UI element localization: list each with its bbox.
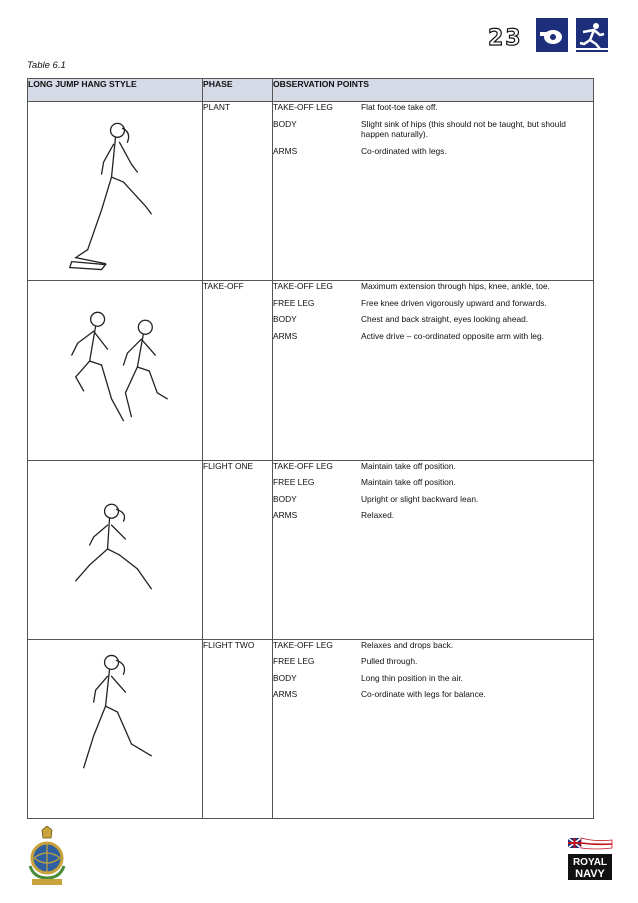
observation-value: Co-ordinate with legs for balance. [361,689,486,700]
observation-item [273,331,593,342]
observation-value: Relaxed. [361,510,395,520]
observation-key: TAKE-OFF LEG [273,102,333,112]
observations-cell [273,460,594,639]
flight-one-athlete-illustration [28,461,202,637]
illustration-cell [28,102,203,281]
observations-cell [273,281,594,460]
observation-item [273,102,593,113]
observation-value: Maximum extension through hips, knee, ankle, toe. [361,281,551,292]
observation-value: Maintain take off position. [361,477,456,487]
observation-item [273,477,593,488]
observation-item [273,494,593,505]
observation-key: BODY [273,314,297,325]
whistle-icon [536,18,568,52]
royal-navy-logo [566,836,614,882]
illustration-cell [28,639,203,818]
observation-key: FREE LEG [273,477,315,487]
observation-value: Active drive – co-ordinated opposite arm with leg. [361,330,544,341]
observation-key: ARMS [273,689,298,700]
observation-item [273,146,593,157]
phase-cell: FLIGHT TWO [203,639,273,818]
observation-key: ARMS [273,510,298,520]
observation-item [273,281,593,292]
table-row [28,102,594,281]
phase-cell: FLIGHT ONE [203,460,273,639]
table-row [28,639,594,818]
illustration-cell [28,281,203,460]
observation-key: ARMS [273,330,298,341]
svg-text:NAVY: NAVY [575,868,605,880]
observation-key: TAKE-OFF LEG [273,460,333,471]
observation-key: ARMS [273,145,298,156]
runner-icon [576,18,608,52]
observation-item [273,689,593,700]
long-jump-table [27,78,594,819]
observation-item [273,640,593,651]
observation-value: Flat foot-toe take off. [361,102,438,112]
observation-value: Co-ordinated with legs. [361,145,447,156]
observation-value: Slight sink of hips (this should not be taught, but should happen naturally). [361,118,566,139]
observations-cell [273,102,594,281]
phase-cell: PLANT [203,102,273,281]
page-number: 23 [488,26,523,51]
royal-marines-crest-logo [24,826,70,888]
observation-item [273,298,593,309]
observation-value: Upright or slight backward lean. [361,493,479,504]
header-style: LONG JUMP HANG STYLE [28,79,203,102]
observation-key: BODY [273,493,297,504]
observation-key: FREE LEG [273,656,315,667]
observation-value: Maintain take off position. [361,460,456,471]
table-row [28,460,594,639]
illustration-cell [28,460,203,639]
observation-value: Pulled through. [361,656,418,667]
observation-item [273,119,593,140]
observation-item [273,510,593,521]
observation-value: Chest and back straight, eyes looking ahead. [361,314,529,325]
observation-item [273,656,593,667]
plant-athlete-illustration [28,102,202,278]
observation-key: FREE LEG [273,297,315,308]
observation-value: Free knee driven vigorously upward and forwards. [361,297,547,308]
phase-cell: TAKE-OFF [203,281,273,460]
observation-value: Relaxes and drops back. [361,639,454,650]
svg-text:ROYAL: ROYAL [572,857,608,868]
header-phase: PHASE [203,79,273,102]
observation-item [273,673,593,684]
table-caption: Table 6.1 [27,60,66,71]
observation-key: BODY [273,118,297,129]
observation-value: Long thin position in the air. [361,672,463,683]
observation-key: BODY [273,672,297,683]
table-row [28,281,594,460]
observations-cell [273,639,594,818]
observation-item [273,461,593,472]
flight-two-athlete-illustration [28,640,202,816]
header-observation-points: OBSERVATION POINTS [273,79,594,102]
take-off-athletes-illustration [28,281,202,457]
table-header-row [28,79,594,102]
observation-item [273,314,593,325]
observation-key: TAKE-OFF LEG [273,281,333,292]
observation-key: TAKE-OFF LEG [273,639,333,650]
